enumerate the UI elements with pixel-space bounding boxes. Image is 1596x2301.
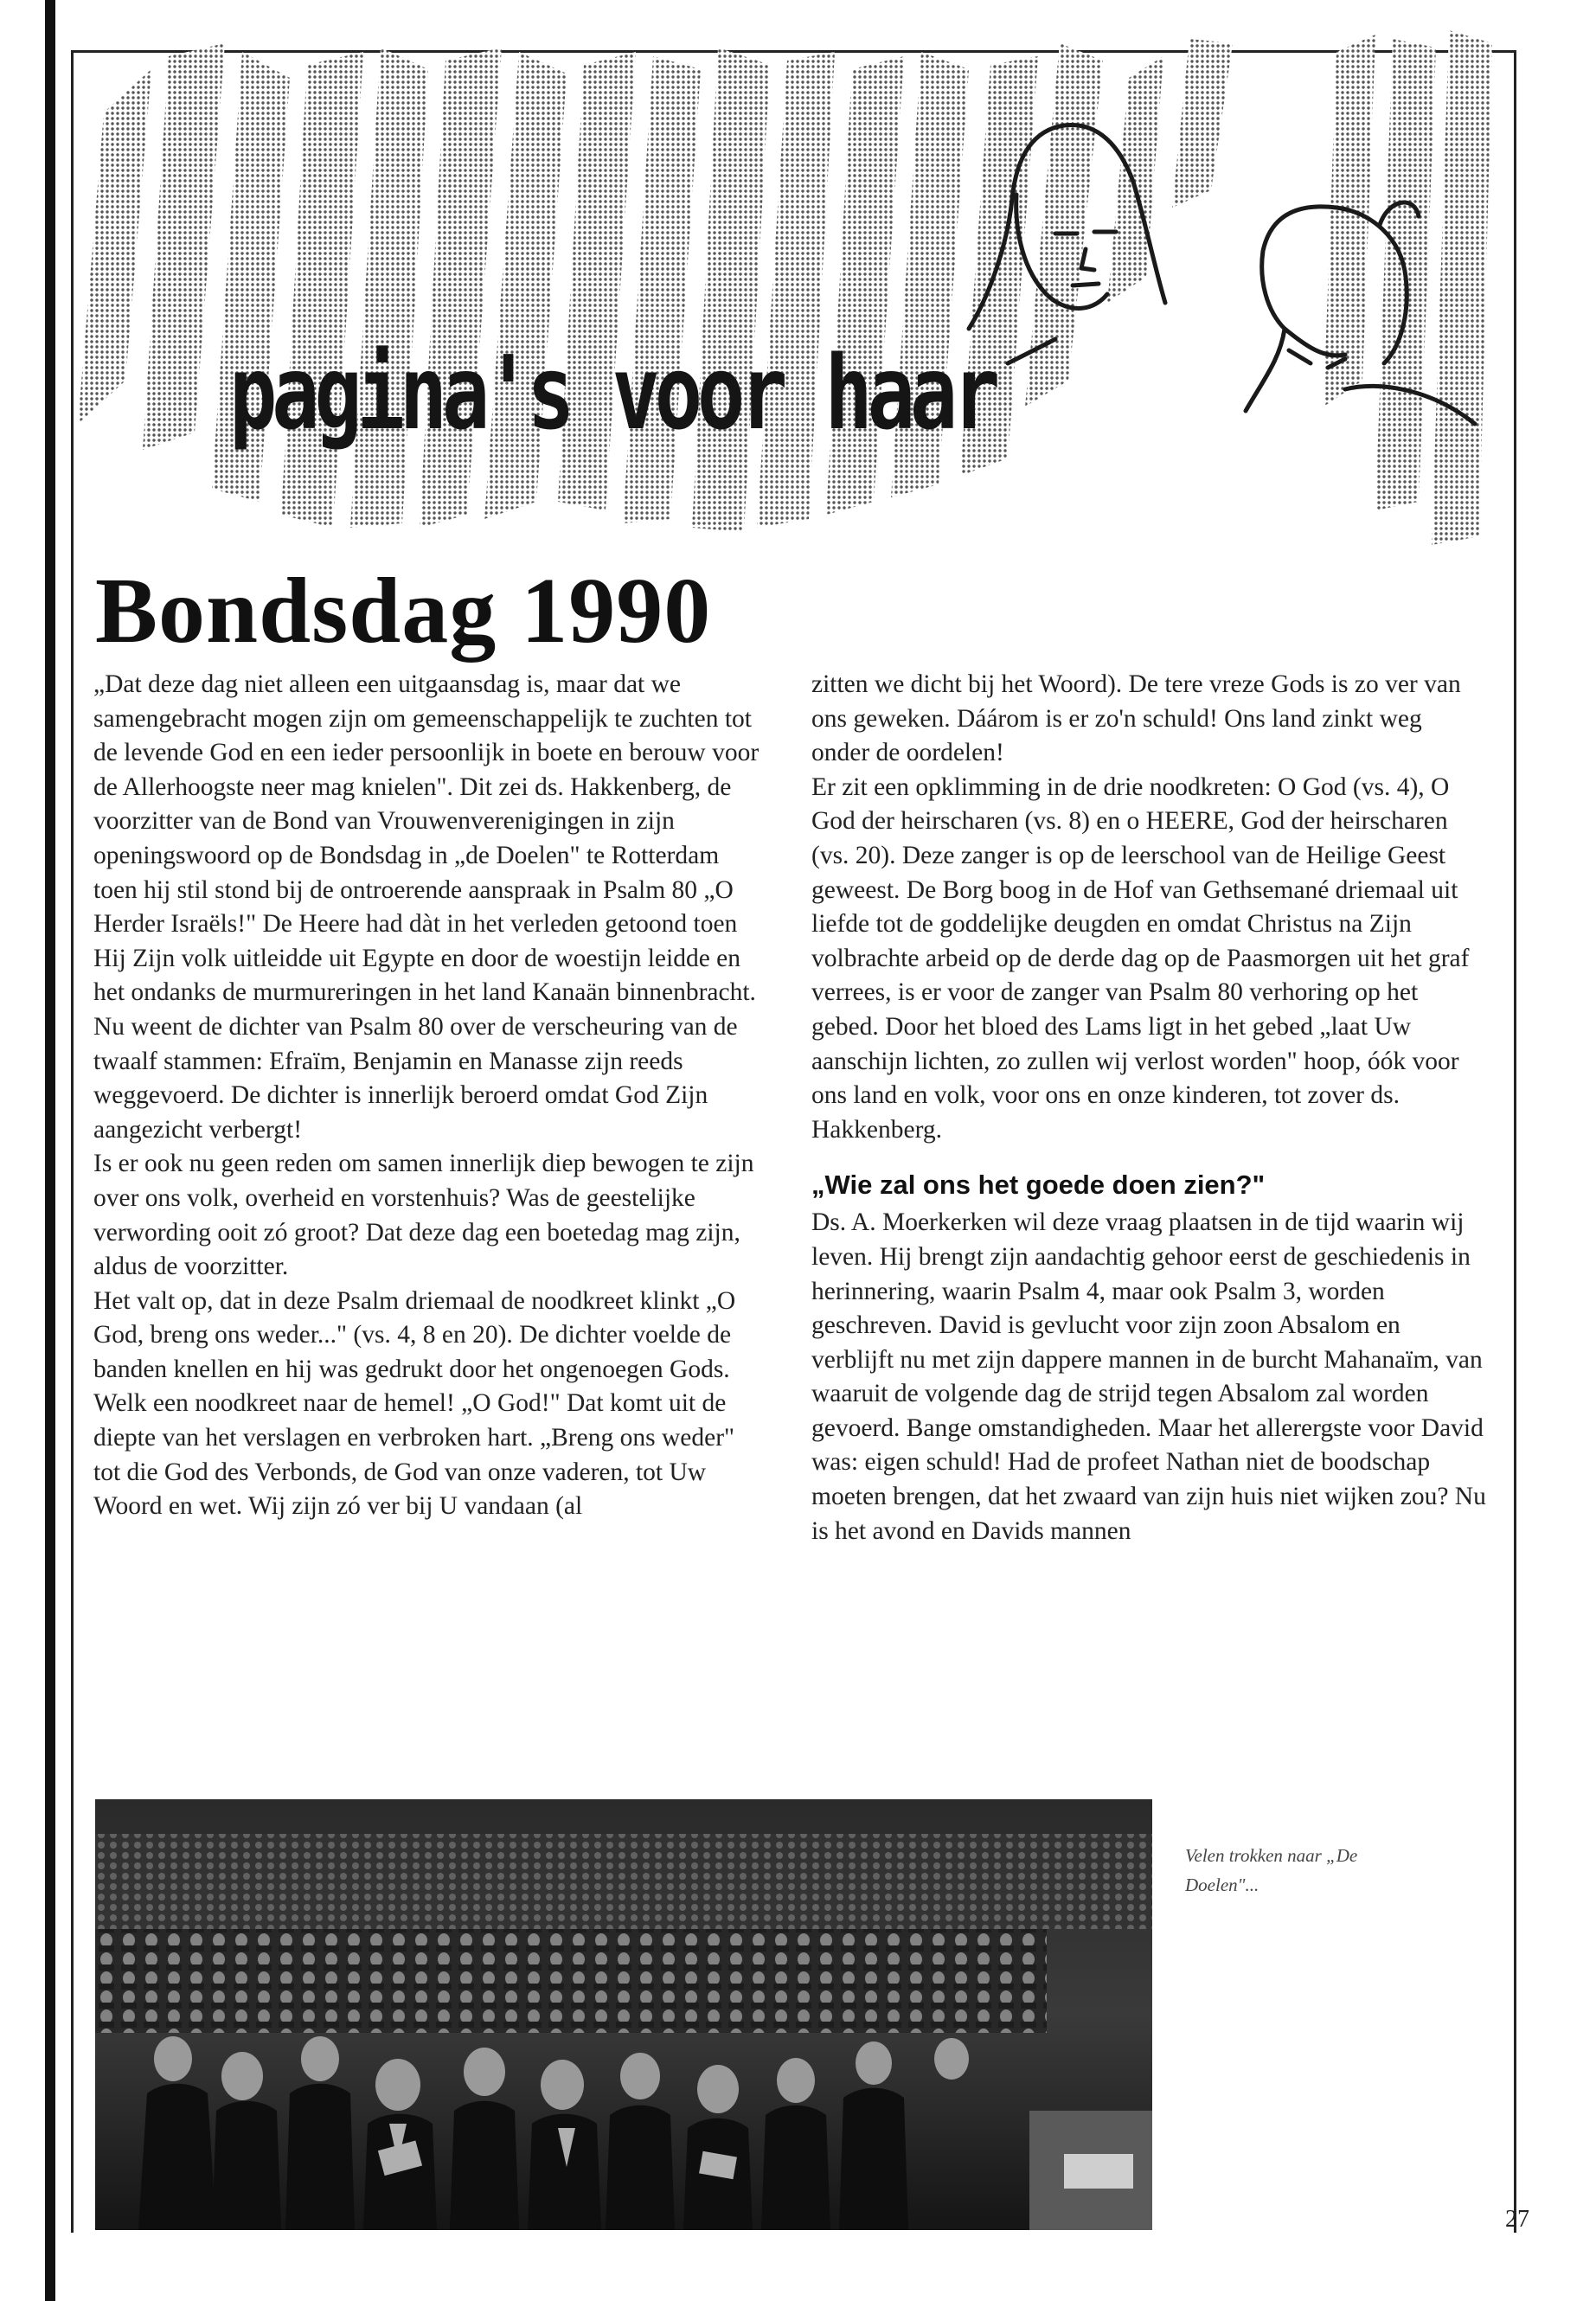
audience-photo-image bbox=[95, 1799, 1152, 2230]
paragraph: zitten we dicht bij het Woord). De tere vreze Gods is zo ver van ons geweken. Dáárom is er zo'n schuld! Ons land zinkt weg onder de oordelen! bbox=[811, 670, 1461, 767]
banner-pattern bbox=[74, 17, 1527, 571]
page-edge-bar bbox=[45, 0, 55, 2301]
page-number: 27 bbox=[1505, 2206, 1529, 2233]
paragraph: Nu weent de dichter van Psalm 80 over de verscheuring van de twaalf stammen: Efraïm, Benjamin en Manasse zijn reeds weggevoerd. De dichter is innerlijk beroerd omdat God Zijn aangezicht verbergt! bbox=[93, 1012, 738, 1144]
paragraph: Is er ook nu geen reden om samen innerlijk diep bewogen te zijn over ons volk, overheid en vorstenhuis? Was de geestelijke verwording ooit zó groot? Dat deze dag een boetedag mag zijn, aldus de voorzitter. bbox=[93, 1150, 754, 1281]
banner-title: pagina's voor haar bbox=[229, 333, 996, 452]
article-column-right bbox=[811, 668, 1486, 1548]
paragraph: Er zit een opklimming in de drie noodkreten: O God (vs. 4), O God der heirscharen (vs. 8) en o HEERE, God der heirscharen (vs. 20). Deze zanger is op de leerschool van de Heilige Geest geweest. De Borg boog in de Hof van Gethsemané driemaal uit liefde tot de goddelijke deugden en omdat Christus na Zijn volbrachte arbeid op de derde dag op de Paasmorgen uit het graf verrees, is er voor de zanger van Psalm 80 verhoring op het gebed. Door het bloed des Lams ligt in het gebed „laat Uw aanschijn lichten, zo zullen wij verlost worden" hoop, óók voor ons land en volk, voor ons en onze kinderen, tot zover ds. Hakkenberg. bbox=[811, 772, 1470, 1144]
section-subheading: „Wie zal ons het goede doen zien?" bbox=[811, 1170, 1266, 1201]
header-banner bbox=[74, 17, 1527, 571]
audience-photo bbox=[95, 1799, 1152, 2230]
paragraph: Ds. A. Moerkerken wil deze vraag plaatsen in de tijd waarin wij leven. Hij brengt zijn aandachtig gehoor eerst de geschiedenis in herinnering, waarin Psalm 4, maar ook Psalm 3, worden geschreven. David is gevlucht voor zijn zoon Absalom en verblijft nu met zijn dappere mannen in de burcht Mahanaïm, van waaruit de volgende dag de strijd tegen Absalom zal worden gevoerd. Bange omstandigheden. Maar het allerergste voor David was: eigen schuld! Had de profeet Nathan niet de boodschap moeten brengen, dat het zwaard van zijn huis niet wijken zou? Nu is het avond en Davids mannen bbox=[811, 1208, 1486, 1545]
paragraph: Het valt op, dat in deze Psalm driemaal de noodkreet klinkt „O God, breng ons weder..." (vs. 4, 8 en 20). De dichter voelde de banden knellen en hij was gedrukt door het ongenoegen Gods. Welk een noodkreet naar de hemel! „O God!" Dat komt uit de diepte van het verslagen en verbroken hart. „Breng ons weder" tot die God des Verbonds, de God van onze vaderen, tot Uw Woord en wet. Wij zijn zó ver bij U vandaan (al bbox=[93, 1286, 736, 1521]
photo-caption: Velen trokken naar „De Doelen"... bbox=[1185, 1845, 1358, 1895]
paragraph: „Dat deze dag niet alleen een uitgaansdag is, maar dat we samengebracht mogen zijn om gemeenschappelijk te zuchten tot de levende God en een ieder persoonlijk in boete en berouw voor de Allerhoogste neer mag knielen". Dit zei ds. Hakkenberg, de voorzitter van de Bond van Vrouwenverenigingen in zijn openingswoord op de Bondsdag in „de Doelen" te Rotterdam toen hij stil stond bij de ontroerende aanspraak in Psalm 80 „O Herder Israëls!" De Heere had dàt in het verleden getoond toen Hij Zijn volk uitleidde uit Egypte en door de woestijn leidde en het ondanks de murmureringen in het land Kanaän binnenbracht. bbox=[93, 670, 760, 1007]
article-column-left bbox=[93, 668, 766, 1524]
article-headline: Bondsdag 1990 bbox=[95, 560, 712, 663]
